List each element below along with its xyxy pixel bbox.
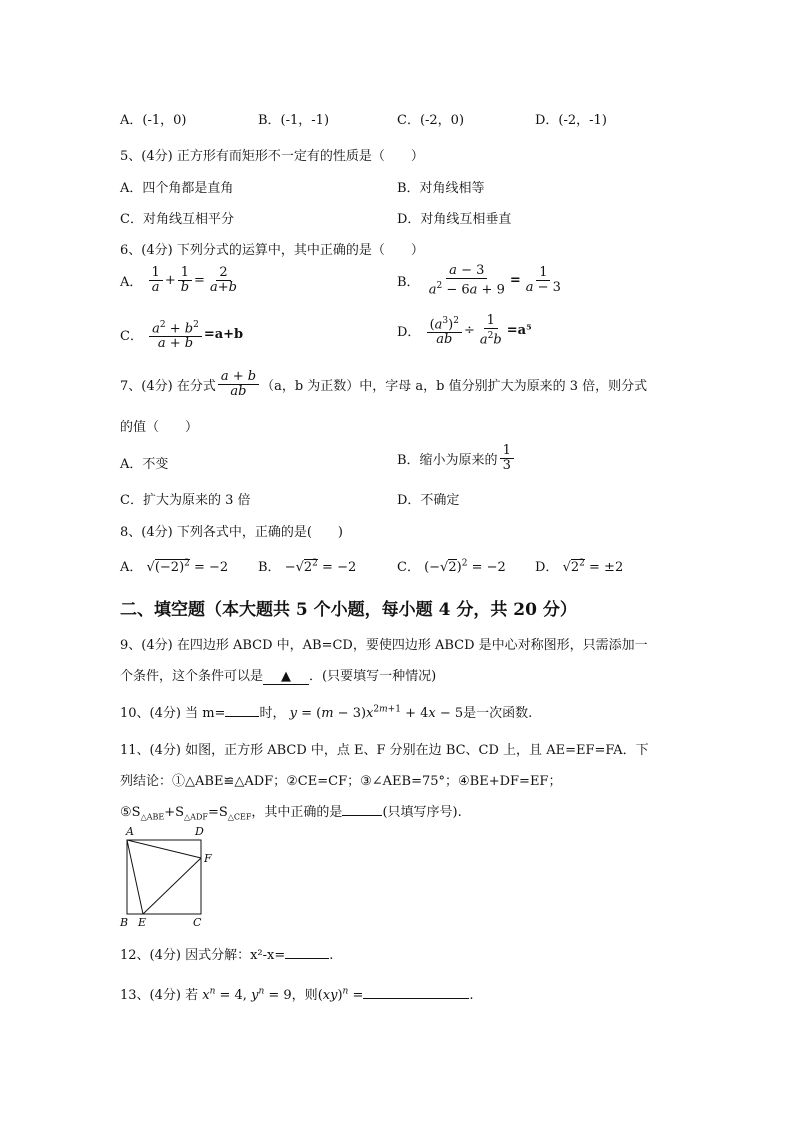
q11-line2: 列结论：①△ABE≌△ADF；②CE=CF；③∠AEB=75°；④BE+DF=EF；: [120, 774, 562, 789]
label-c: C: [193, 916, 202, 929]
q5-stem: 5、(4分) 正方形有而矩形不一定有的性质是（ ）: [120, 149, 424, 164]
q6-option-c: C． $\frac{a^2 + b^2}{a + b}$ =a+b: [120, 320, 244, 352]
segment-ae: [127, 840, 143, 914]
q8-option-d: D． $√2^2 = \pm 2$: [535, 558, 624, 575]
q10-line: 10、(4分) 当 m= 时， $y = (m - 3)x^{2m+1} + 4x - 5$是一次函数.: [120, 704, 533, 721]
q9-line1: 9、(4分) 在四边形 ABCD 中，AB=CD，要使四边形 ABCD 是中心对称图形，只需添加一: [120, 638, 648, 653]
q9-line2: 个条件，这个条件可以是 ▲ ．(只要填写一种情况): [120, 669, 437, 684]
q7-stem-cont: 的值（ ）: [120, 420, 199, 435]
label-f: F: [204, 852, 212, 865]
q5-option-a: A．四个角都是直角: [120, 181, 234, 196]
q7-option-b: B．缩小为原来的 $\frac{1}{3}$: [397, 444, 516, 473]
q4-option-a: A．(-1，0): [120, 113, 187, 128]
q7-option-c: C．扩大为原来的 3 倍: [120, 493, 251, 508]
label-a: A: [126, 825, 134, 838]
q7-option-a: A．不变: [120, 457, 169, 472]
q8-stem: 8、(4分) 下列各式中，正确的是( ): [120, 525, 343, 540]
q4-option-d: D．(-2，-1): [535, 113, 607, 128]
square-abcd: [127, 840, 201, 914]
q4-option-c: C．(-2，0): [397, 113, 465, 128]
q11-line1: 11、(4分) 如图，正方形 ABCD 中，点 E、F 分别在边 BC、CD 上，且 AE=EF=FA．下: [120, 743, 649, 758]
q13-line: 13、(4分) 若 $x^n = 4$, $y^n = 9$，则(xy)$^n$ = .: [120, 986, 474, 1003]
q7-option-d: D．不确定: [397, 493, 460, 508]
q11-line3: $⑤S_{\triangle ABE}+S_{\triangle ADF}=S_{\triangle CEF}$，其中正确的是 (只填写序号).: [120, 805, 462, 822]
segment-ef: [143, 858, 201, 914]
label-e: E: [138, 916, 147, 929]
q5-option-d: D．对角线互相垂直: [397, 212, 512, 227]
q5-option-b: B．对角线相等: [397, 181, 485, 196]
q5-option-c: C．对角线互相平分: [120, 212, 234, 227]
triangle-marker-icon: ▲: [281, 669, 292, 684]
q12-line: 12、(4分) 因式分解：x²-x= .: [120, 948, 334, 963]
q6-stem: 6、(4分) 下列分式的运算中，其中正确的是（ ）: [120, 243, 424, 258]
q8-option-a: A． $√(-2)^2 = -2$: [120, 558, 229, 575]
q6-option-a: A． $\frac{1}{a}$ + $\frac{1}{b}$ = $\frac{2}{a+b}$: [120, 265, 237, 295]
segment-af: [127, 840, 201, 858]
section-heading: 二、填空题（本大题共 5 个小题，每小题 4 分，共 20 分）: [120, 600, 577, 620]
q4-option-b: B．(-1，-1): [258, 113, 330, 128]
square-figure: [118, 822, 218, 932]
label-d: D: [195, 825, 204, 838]
q6-option-d: D． $\frac{(a^3)^2}{ab}$ ÷ $\frac{1}{a^2b}$ =a⁵: [397, 313, 532, 348]
q8-option-b: B． $-√2^2 = -2$: [258, 558, 357, 575]
q6-option-b: B． $\frac{a - 3}{a^2 - 6a + 9}$ = $\frac{1}{a - 3}$: [397, 263, 561, 298]
q8-option-c: C． $(-√2)^2 = -2$: [397, 558, 506, 575]
q7-stem: 7、(4分) 在分式 $\frac{a + b}{ab}$ （a，b 为正数）中，字母 a，b 值分别扩大为原来的 3 倍，则分式: [120, 369, 648, 399]
label-b: B: [120, 916, 129, 929]
